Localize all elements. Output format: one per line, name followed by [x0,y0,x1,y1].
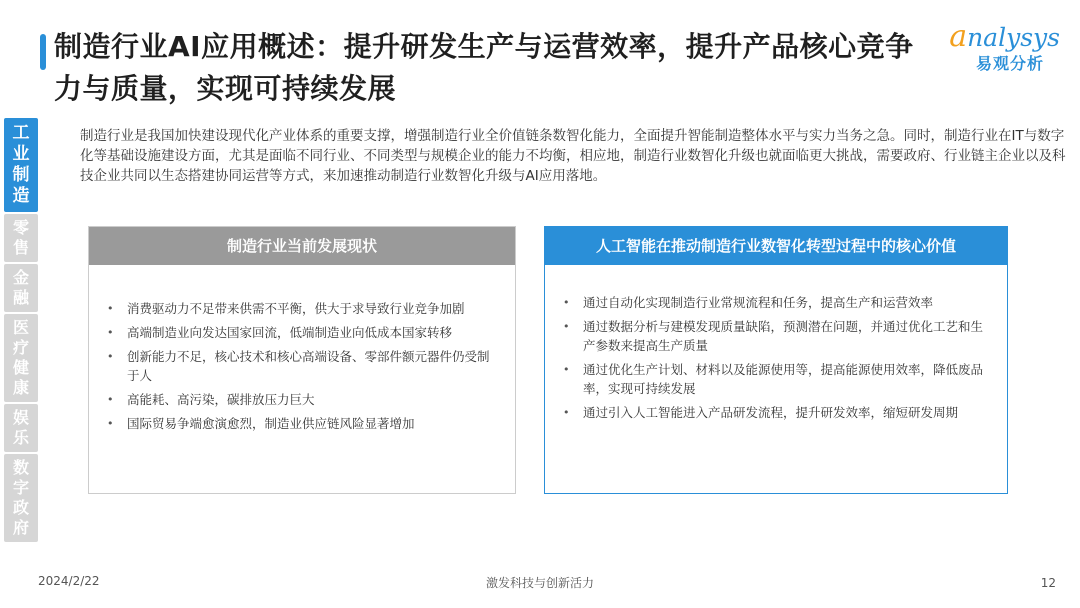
list-item: • 高端制造业向发达国家回流，低端制造业向低成本国家转移 [107,323,495,342]
list-item: • 通过引入人工智能进入产品研发流程，提升研发效率，缩短研发周期 [563,403,987,422]
intro-paragraph: 制造行业是我国加快建设现代化产业体系的重要支撑，增强制造行业全价值链条数智化能力，全面提升智能制造整体水平与实力当务之急。同时，制造行业在IT与数字化等基础设施建设方面，尤其是面临不同行业、不同类型与规模企业的能力不均衡，相应地，制造行业数智化升级也就面临更大挑战，需要政府、行业链主企业以及科技企业共同以生态搭建协同运营等方式，来加速推动制造行业数智化升级与AI应用落地。 [80,128,1066,184]
logo-wordmark: analysys [949,19,1060,54]
current-status-title: 制造行业当前发展现状 [89,227,515,265]
nav-item-digital-government[interactable]: 数 字 政 府 [4,454,38,542]
ai-core-value-list [545,265,1007,422]
list-item: • 通过数据分析与建模发现质量缺陷，预测潜在问题，并通过优化工艺和生产参数来提高生产质量 [563,317,987,355]
side-nav [4,118,38,544]
title-accent-bar [40,34,46,70]
nav-item-healthcare[interactable]: 医 疗 健 康 [4,314,38,402]
current-status-box [88,226,516,494]
page-title: 制造行业AI应用概述：提升研发生产与运营效率，提升产品核心竞争力与质量，实现可持续发展 [54,30,914,105]
analysys-logo [920,19,1060,82]
ai-core-value-title: 人工智能在推动制造行业数智化转型过程中的核心价值 [545,227,1007,265]
list-item: • 消费驱动力不足带来供需不平衡，供大于求导致行业竞争加剧 [107,299,495,318]
nav-item-finance[interactable]: 金 融 [4,264,38,312]
current-status-list [89,265,515,433]
list-item: • 国际贸易争端愈演愈烈，制造业供应链风险显著增加 [107,414,495,433]
nav-item-industrial[interactable]: 工 业 制 造 [4,118,38,212]
footer-slogan: 激发科技与创新活力 [485,576,594,590]
list-item: • 通过自动化实现制造行业常规流程和任务，提高生产和运营效率 [563,293,987,312]
page-number: 12 [1040,576,1056,590]
nav-item-entertainment[interactable]: 娱 乐 [4,404,38,452]
logo-chinese-name: 易观分析 [975,54,1044,73]
footer-date: 2024/2/22 [38,574,100,588]
ai-core-value-box [544,226,1008,494]
list-item: • 创新能力不足，核心技术和核心高端设备、零部件额元器件仍受制于人 [107,347,495,385]
list-item: • 高能耗、高污染，碳排放压力巨大 [107,390,495,409]
list-item: • 通过优化生产计划、材料以及能源使用等，提高能源使用效率，降低废品率，实现可持续发展 [563,360,987,398]
nav-item-retail[interactable]: 零 售 [4,214,38,262]
